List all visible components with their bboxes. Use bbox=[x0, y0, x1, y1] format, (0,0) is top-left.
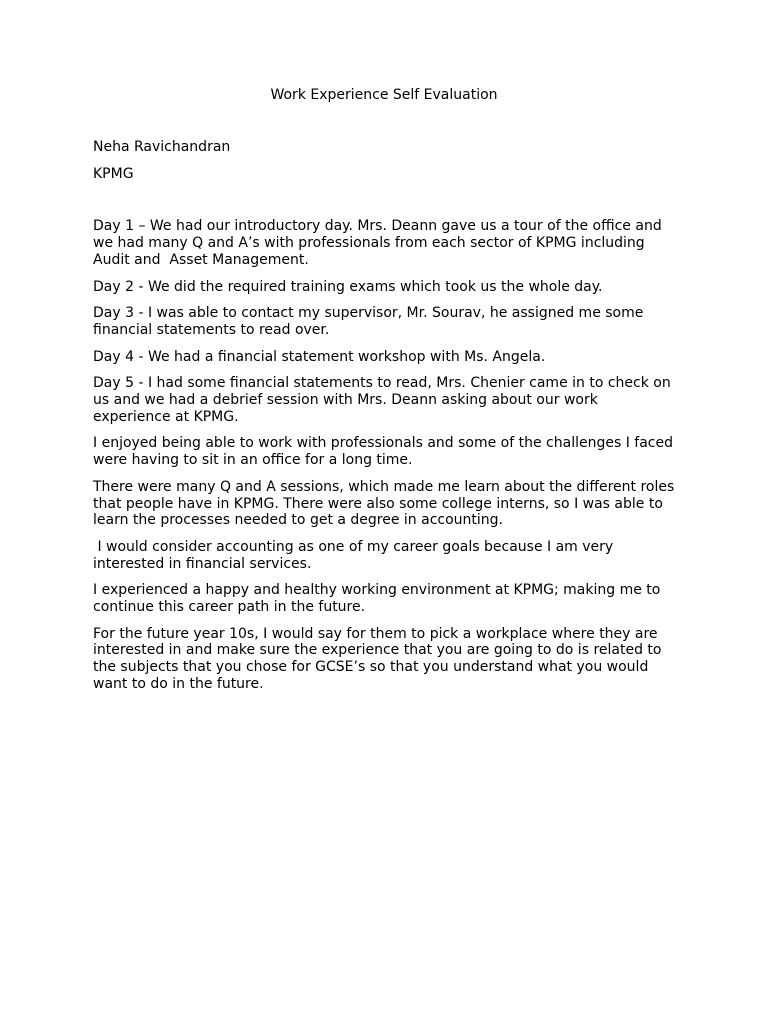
paragraph-day-1: Day 1 – We had our introductory day. Mrs. Deann gave us a tour of the office and we had many Q and A’s with professionals from each sector of KPMG including Audit and Asset Management. bbox=[93, 218, 667, 268]
document-title: Work Experience Self Evaluation bbox=[270, 87, 498, 103]
company-name: KPMG bbox=[93, 165, 134, 182]
paragraph-advice: For the future year 10s, I would say for them to pick a workplace where they are interested in and make sure the experience that you are going to do is related to the subjects that you chose for GCSE’s so that you understand what you would want to do in the future. bbox=[93, 625, 666, 692]
paragraph-day-5: Day 5 - I had some financial statements to read, Mrs. Chenier came in to check on us and we had a debrief session with Mrs. Deann asking about our work experience at KPMG. bbox=[93, 375, 676, 425]
paragraph-career-goals: I would consider accounting as one of my career goals because I am very interested in financial services. bbox=[93, 538, 618, 572]
paragraph-day-3: Day 3 - I was able to contact my supervisor, Mr. Sourav, he assigned me some financial statements to read over. bbox=[93, 305, 648, 338]
paragraph-day-2: Day 2 - We did the required training exams which took us the whole day. bbox=[93, 278, 603, 295]
author-name: Neha Ravichandran bbox=[93, 139, 231, 155]
paragraph-qa-sessions: There were many Q and A sessions, which made me learn about the different roles that people have in KPMG. There were also some college interns, so I was able to learn the processes needed to get a degree in accounting. bbox=[93, 478, 679, 529]
paragraph-enjoyed: I enjoyed being able to work with professionals and some of the challenges I faced were having to sit in an office for a long time. bbox=[93, 435, 678, 469]
paragraph-environment: I experienced a happy and healthy working environment at KPMG; making me to continue this career path in the future. bbox=[93, 582, 665, 616]
document-body bbox=[93, 139, 678, 703]
paragraph-day-4: Day 4 - We had a financial statement workshop with Ms. Angela. bbox=[93, 348, 546, 365]
